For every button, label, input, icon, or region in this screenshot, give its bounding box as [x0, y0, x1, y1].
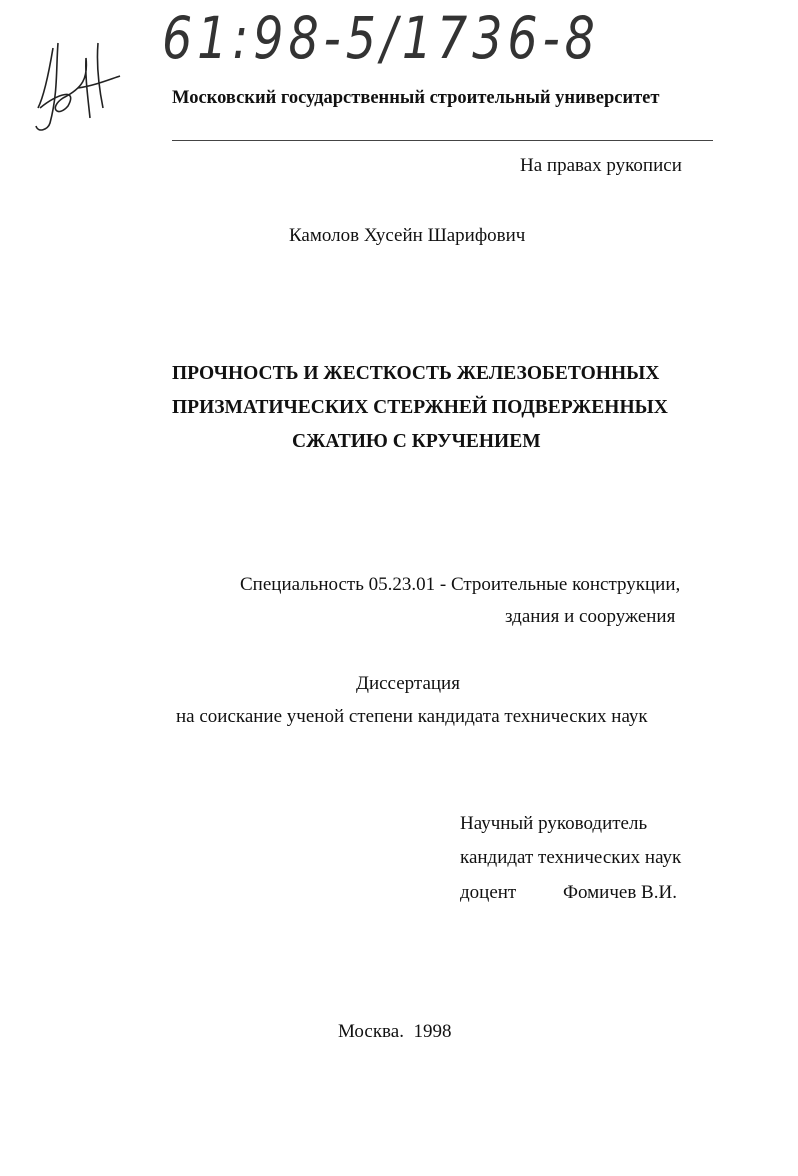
title-line-2: ПРИЗМАТИЧЕСКИХ СТЕРЖНЕЙ ПОДВЕРЖЕННЫХ [172, 397, 668, 418]
specialty-line-1: Специальность 05.23.01 - Строительные конструкции, [240, 574, 681, 595]
header-divider [172, 140, 713, 141]
supervisor-rank: доцент [460, 882, 517, 903]
supervisor-name: Фомичев В.И. [563, 882, 677, 903]
title-line-1: ПРОЧНОСТЬ И ЖЕСТКОСТЬ ЖЕЛЕЗОБЕТОННЫХ [172, 363, 660, 384]
city-year: Москва. 1998 [338, 1021, 452, 1042]
author-name: Камолов Хусейн Шарифович [289, 225, 526, 246]
university-name: Московский государственный строительный университет [172, 88, 660, 108]
supervisor-label: Научный руководитель [460, 813, 648, 834]
degree-sought: на соискание ученой степени кандидата технических наук [176, 706, 648, 727]
thesis-type: Диссертация [356, 673, 460, 694]
supervisor-degree: кандидат технических наук [460, 847, 682, 868]
manuscript-note: На правах рукописи [520, 155, 682, 176]
signature-mark [28, 38, 128, 138]
title-line-3: СЖАТИЮ С КРУЧЕНИЕМ [292, 431, 541, 452]
handwritten-catalog-number: 61:98-5/1736-8 [162, 4, 600, 72]
specialty-line-2: здания и сооружения [505, 606, 676, 627]
